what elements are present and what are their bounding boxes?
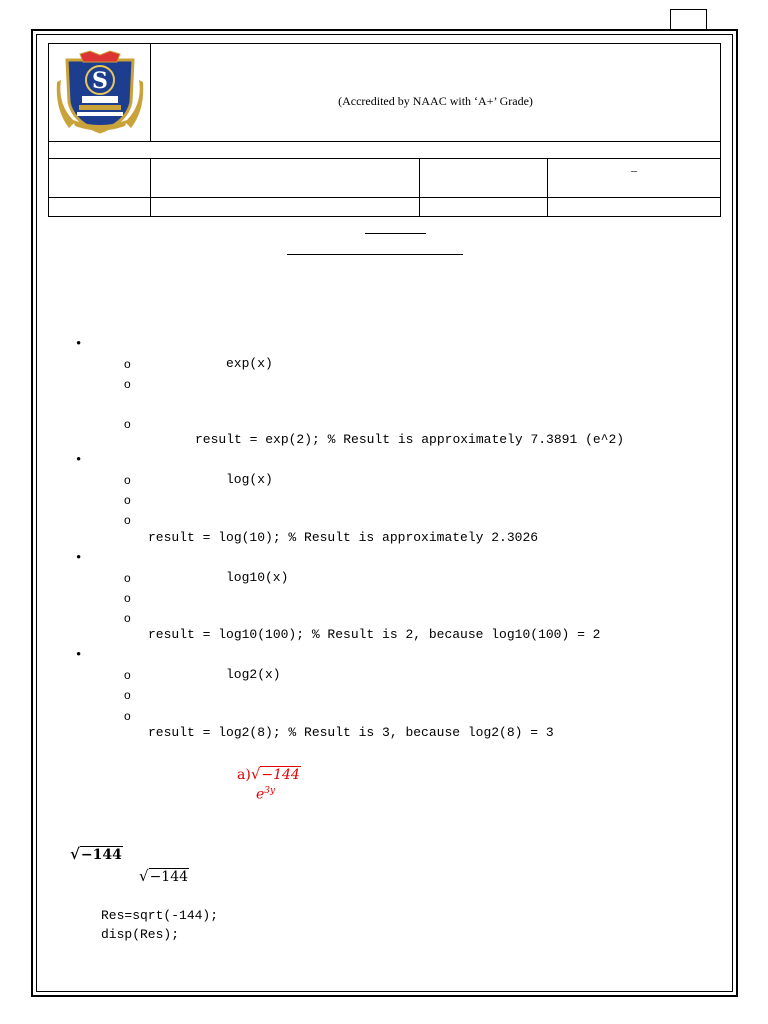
sub-bullet: o bbox=[124, 668, 131, 682]
sub-bullet: o bbox=[124, 493, 131, 507]
info-cell-1 bbox=[49, 159, 151, 198]
sub-bullet: o bbox=[124, 688, 131, 702]
bullet-log: • bbox=[76, 452, 82, 468]
dash-mark: – bbox=[631, 163, 637, 177]
info-cell-8 bbox=[548, 198, 721, 217]
info-cell-5 bbox=[49, 198, 151, 217]
title-underline-short bbox=[365, 233, 426, 234]
syntax-log10: log10(x) bbox=[226, 570, 289, 585]
bullet-log10: • bbox=[76, 550, 82, 566]
page-number-box bbox=[670, 9, 707, 31]
example-log: result = log(10); % Result is approximately 2.3026 bbox=[148, 530, 539, 545]
sub-bullet: o bbox=[124, 571, 131, 585]
sub-bullet: o bbox=[124, 417, 131, 431]
accreditation-text: (Accredited by NAAC with ‘A+’ Grade) bbox=[338, 94, 533, 108]
exercise-exp-base: e bbox=[256, 786, 265, 803]
logo-cell bbox=[49, 44, 151, 142]
bullet-exp: • bbox=[76, 336, 82, 352]
exercise-a-sqrt: a)√−144 bbox=[237, 765, 300, 783]
exercise-exponential bbox=[256, 786, 275, 803]
sub-bullet: o bbox=[124, 591, 131, 605]
exercise-exp-power: 3y bbox=[264, 786, 276, 796]
title-underline-long bbox=[287, 254, 463, 255]
syntax-exp: exp(x) bbox=[226, 356, 273, 371]
exercise-radicand: −144 bbox=[261, 767, 300, 783]
example-exp: result = exp(2); % Result is approximately 7.3891 (e^2) bbox=[195, 432, 625, 447]
code-line-2: disp(Res); bbox=[101, 927, 180, 942]
syntax-log: log(x) bbox=[226, 472, 273, 487]
example-log10: result = log10(100); % Result is 2, because log10(100) = 2 bbox=[148, 627, 601, 642]
info-cell-2 bbox=[151, 159, 420, 198]
svg-text:S: S bbox=[91, 67, 108, 94]
sub-bullet: o bbox=[124, 473, 131, 487]
info-cell-3 bbox=[420, 159, 548, 198]
code-line-1: Res=sqrt(-144); bbox=[101, 908, 219, 923]
syntax-log2: log2(x) bbox=[226, 667, 281, 682]
sub-bullet: o bbox=[124, 357, 131, 371]
sub-bullet: o bbox=[124, 611, 131, 625]
header-spacer-row bbox=[49, 142, 721, 159]
accreditation-cell bbox=[151, 44, 721, 142]
solution-heading-radicand: −144 bbox=[80, 847, 122, 863]
solution-heading-sqrt: √−144 bbox=[70, 845, 122, 863]
institution-header-table bbox=[48, 43, 721, 217]
exercise-prefix: a) bbox=[237, 767, 251, 783]
sub-bullet: o bbox=[124, 709, 131, 723]
college-crest-logo bbox=[55, 50, 145, 136]
solution-radicand: −144 bbox=[149, 869, 189, 885]
solution-sqrt: √−144 bbox=[139, 867, 189, 885]
bullet-log2: • bbox=[76, 647, 82, 663]
info-cell-6 bbox=[151, 198, 420, 217]
info-cell-4 bbox=[548, 159, 721, 198]
sub-bullet: o bbox=[124, 377, 131, 391]
info-cell-7 bbox=[420, 198, 548, 217]
sub-bullet: o bbox=[124, 513, 131, 527]
example-log2: result = log2(8); % Result is 3, because log2(8) = 3 bbox=[148, 725, 554, 740]
